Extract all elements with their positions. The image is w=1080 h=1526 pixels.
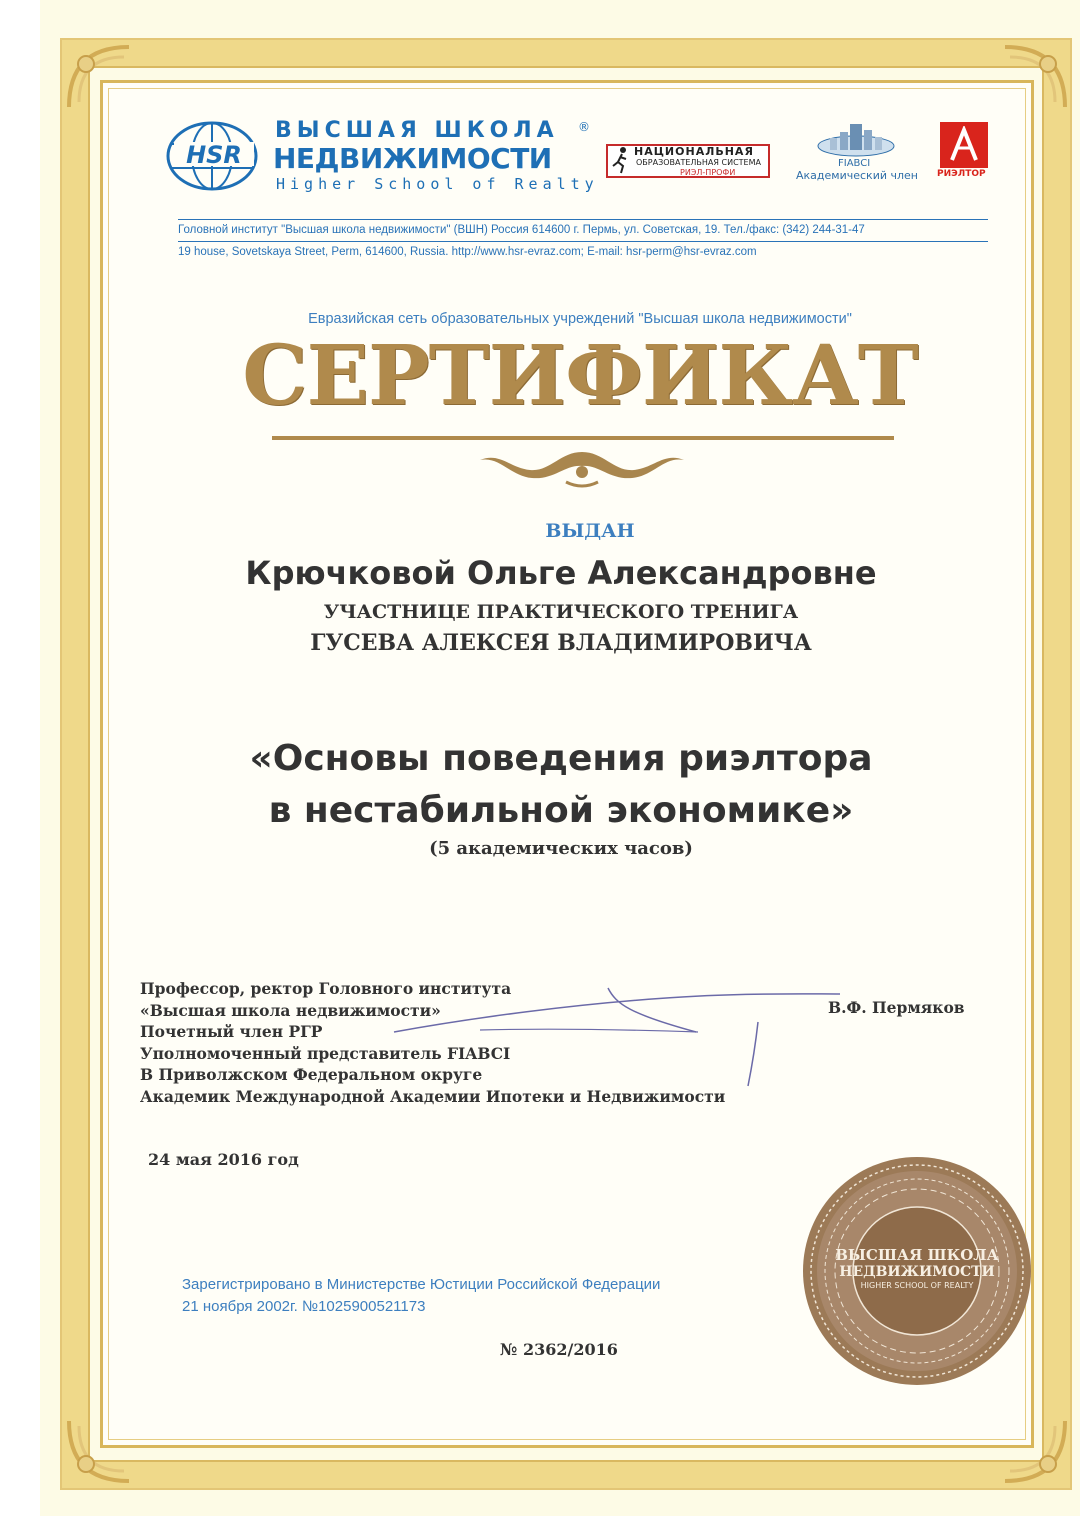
corner-ornament-icon (64, 1416, 134, 1486)
recipient-role-line1: УЧАСТНИЦЕ ПРАКТИЧЕСКОГО ТРЕНИГА (323, 601, 799, 623)
address-divider-bottom (178, 241, 988, 242)
rieltor-label: РИЭЛТОР (937, 169, 986, 179)
registered-mark: ® (578, 120, 590, 134)
title-underline (272, 436, 894, 440)
corner-ornament-icon (1000, 42, 1070, 112)
hsr-name-line2: НЕДВИЖИМОСТИ (273, 142, 552, 175)
seal-text-line1: ВЫСШАЯ ШКОЛА (835, 1246, 999, 1264)
course-title-line2: в нестабильной экономике» (268, 790, 854, 831)
seal-text-line3: HIGHER SCHOOL OF REALTY (860, 1281, 974, 1290)
signatory-line: Уполномоченный представитель FIABCI (140, 1043, 511, 1063)
hsr-globe-logo-icon (166, 120, 262, 192)
certificate-number: № 2362/2016 (500, 1340, 618, 1359)
signatory-line: «Высшая школа недвижимости» (140, 1000, 441, 1020)
corner-ornament-icon (1000, 1416, 1070, 1486)
signatory-line: Почетный член РГР (140, 1022, 323, 1041)
fiabci-building-icon (816, 118, 896, 158)
signatory-name: В.Ф. Пермяков (828, 998, 965, 1017)
corner-ornament-icon (64, 42, 134, 112)
signatory-line: Профессор, ректор Головного института (140, 979, 512, 998)
hsr-name-line1: ВЫСШАЯ ШКОЛА (275, 118, 559, 143)
fiabci-name: FIABCI (838, 158, 871, 169)
fiabci-membership: Академический член (796, 169, 918, 182)
national-system-line1: НАЦИОНАЛЬНАЯ (634, 145, 754, 158)
network-line: Евразийская сеть образовательных учреждений "Высшая школа недвижимости" (308, 311, 852, 327)
seal-text-line2: НЕДВИЖИМОСТИ (839, 1264, 995, 1280)
svg-text:HSR: HSR (186, 141, 242, 169)
issue-date: 24 мая 2016 год (148, 1150, 299, 1169)
issued-label: ВЫДАН (545, 520, 635, 542)
signatory-line: В Приволжском Федеральном округе (140, 1065, 483, 1084)
national-system-line3: РИЭЛ-ПРОФИ (680, 168, 736, 177)
hsr-name-english: Higher School of Realty (276, 175, 599, 193)
recipient-role-line2: ГУСЕВА АЛЕКСЕЯ ВЛАДИМИРОВИЧА (310, 630, 812, 656)
signatory-line: Академик Международной Академии Ипотеки и Недвижимости (140, 1086, 726, 1106)
course-title-line1: «Основы поведения риэлтора (249, 738, 873, 779)
course-hours: (5 академических часов) (429, 838, 693, 859)
registration-line2: 21 ноября 2002г. №1025900521173 (182, 1298, 426, 1315)
handwritten-signature (380, 980, 850, 1090)
rieltor-r-icon (944, 126, 984, 164)
address-divider-top (178, 219, 988, 220)
recipient-name: Крючковой Ольге Александровне (245, 554, 877, 592)
scroll-ornament-icon (470, 442, 694, 490)
official-seal-icon (800, 1154, 1034, 1388)
registration-line1: Зарегистрировано в Министерстве Юстиции Российской Федерации (182, 1276, 661, 1293)
national-system-line2: ОБРАЗОВАТЕЛЬНАЯ СИСТЕМА (636, 158, 761, 167)
certificate-title: СЕРТИФИКАТ (242, 328, 918, 424)
address-english: 19 house, Sovetskaya Street, Perm, 614600, Russia. http://www.hsr-evraz.com; E-mail: hsr-perm@hsr-evraz.com (178, 246, 757, 258)
runner-icon (611, 146, 631, 174)
address-russian: Головной институт "Высшая школа недвижимости" (ВШН) Россия 614600 г. Пермь, ул. Советская, 19. Тел./факс: (342) 244-31-47 (178, 224, 865, 236)
